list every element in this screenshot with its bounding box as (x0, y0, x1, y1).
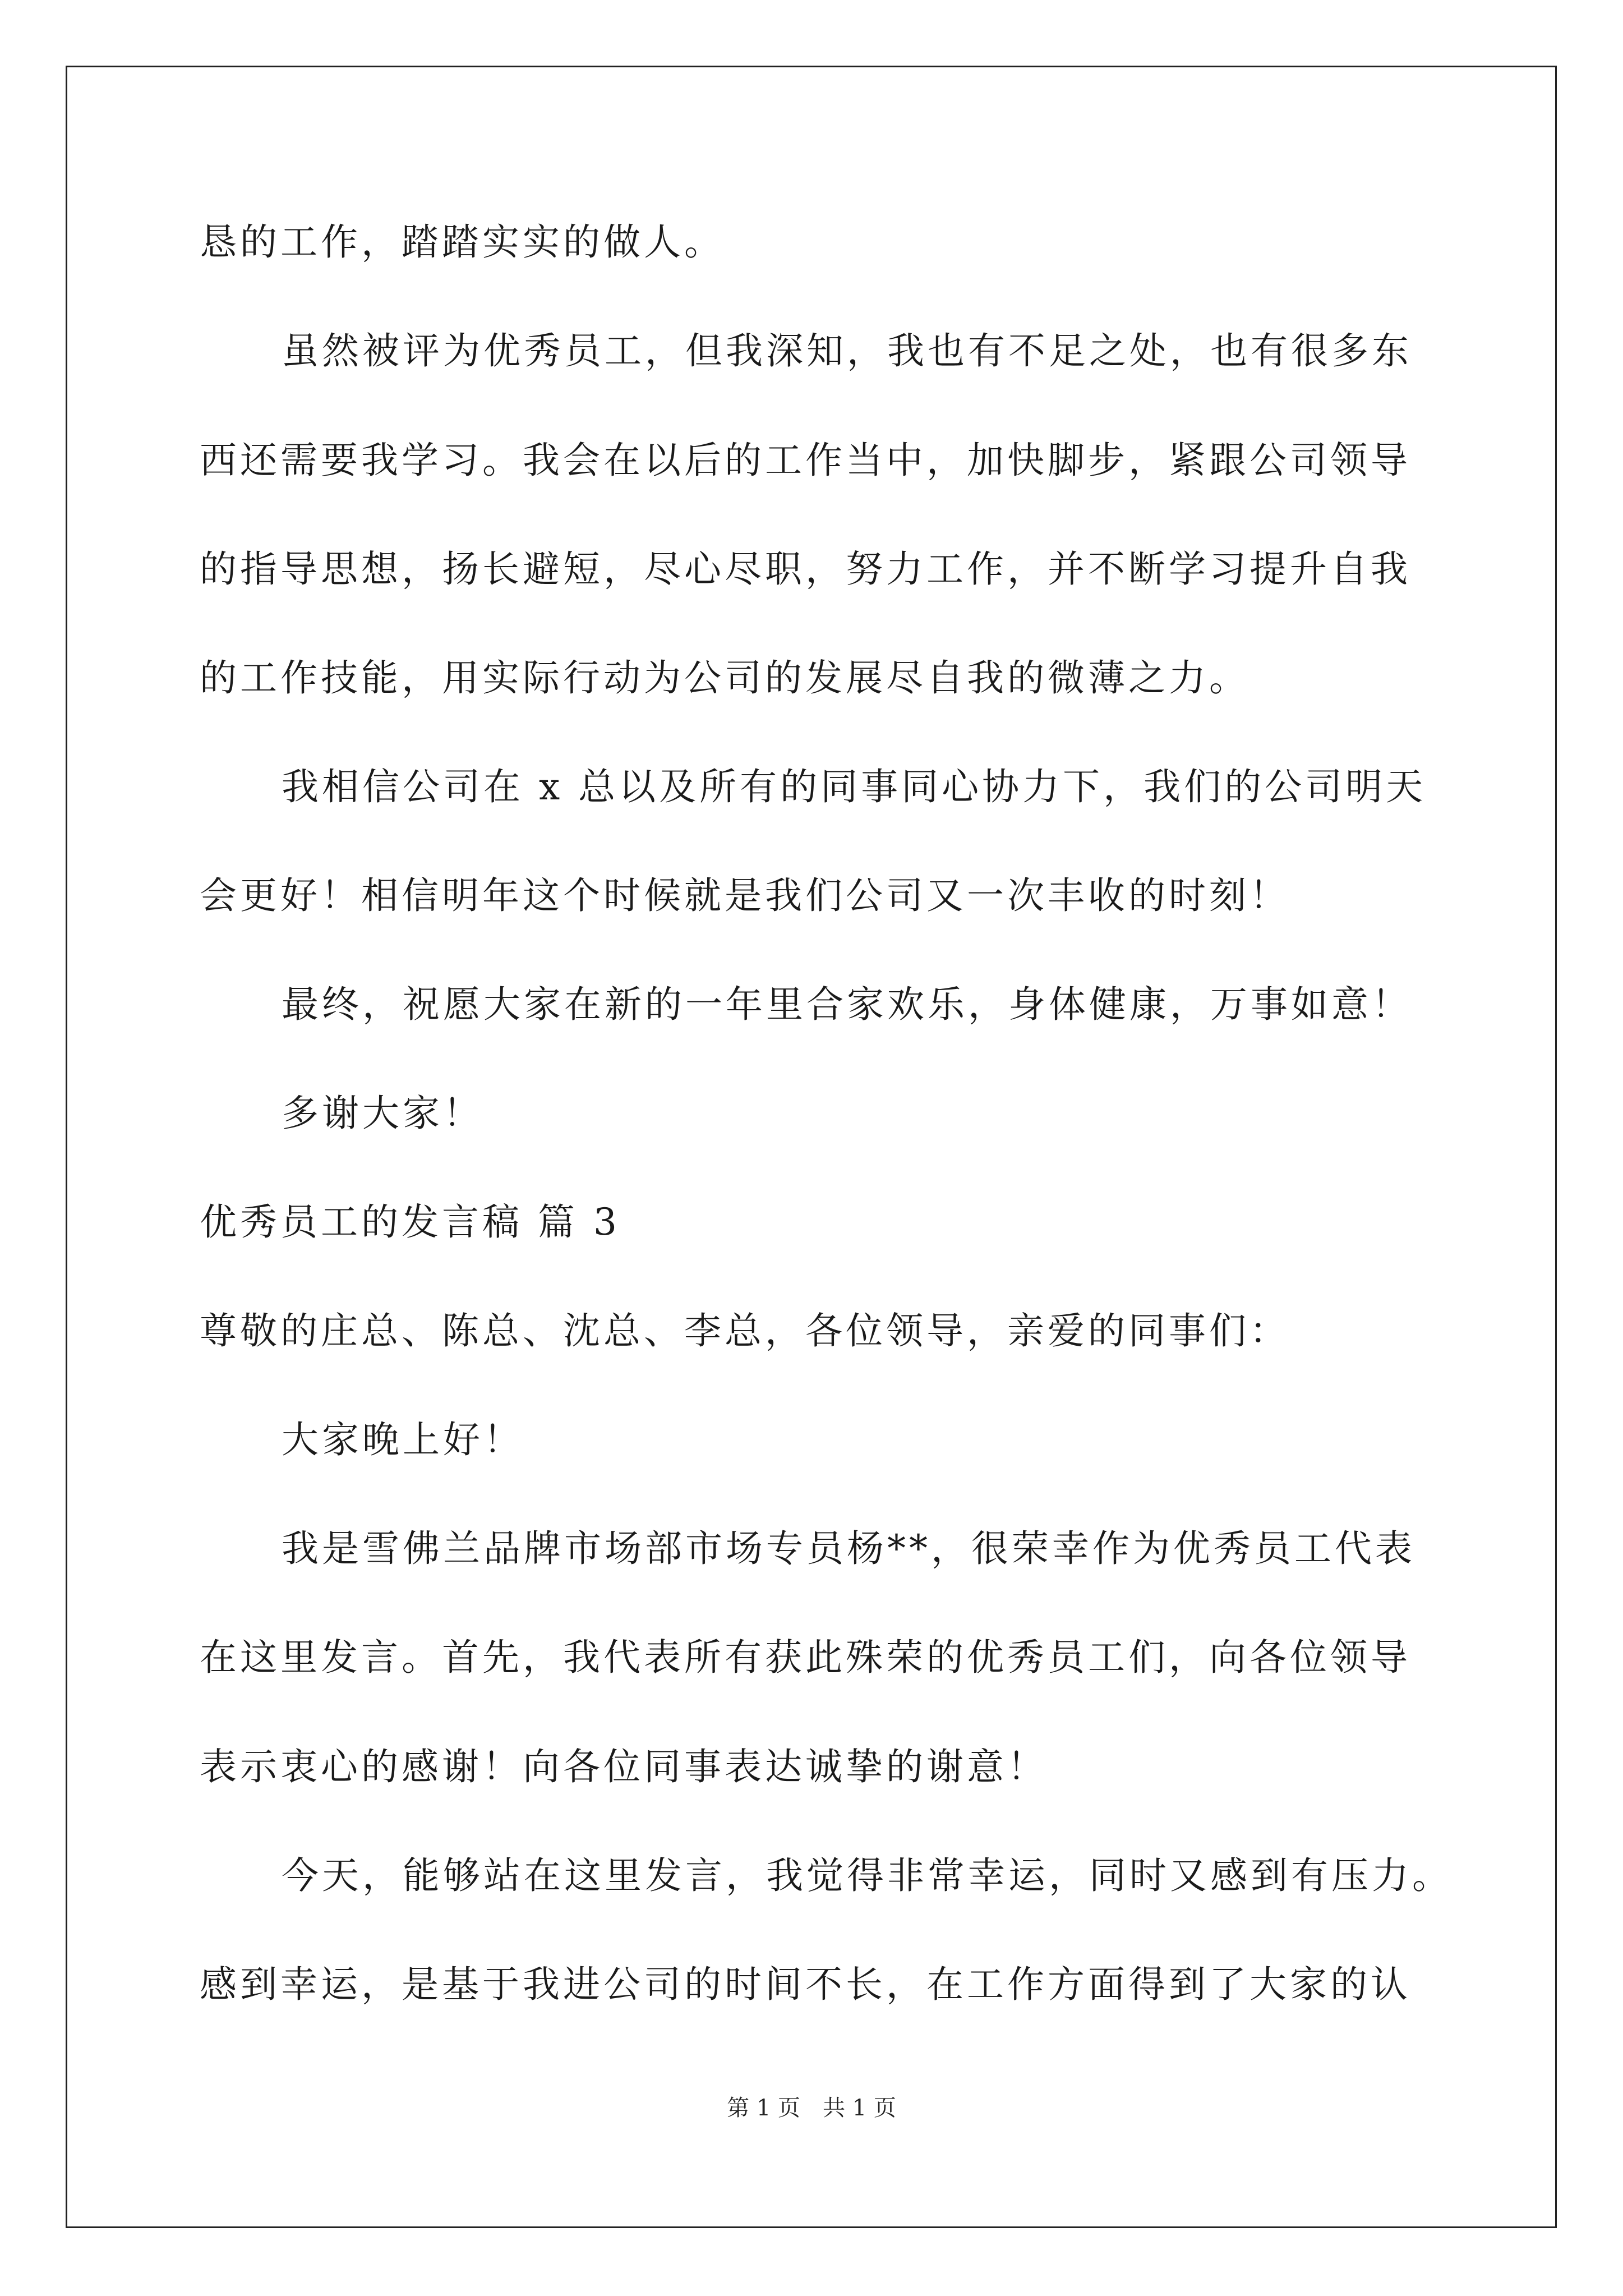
paragraph-line: 西还需要我学习。我会在以后的工作当中，加快脚步，紧跟公司领导 (200, 439, 1411, 482)
greeting: 大家晚上好！ (282, 1418, 524, 1461)
paragraph-line: 我相信公司在 x 总以及所有的同事同心协力下，我们的公司明天 (282, 765, 1427, 808)
paragraph-line: 多谢大家！ (282, 1092, 483, 1135)
paragraph-line: 恳的工作，踏踏实实的做人。 (200, 220, 725, 264)
section-heading: 优秀员工的发言稿 篇 3 (200, 1200, 620, 1244)
paragraph-line: 会更好！相信明年这个时候就是我们公司又一次丰收的时刻！ (200, 874, 1290, 917)
page-number-footer: 第 1 页 共 1 页 (727, 2095, 896, 2121)
paragraph-line: 在这里发言。首先，我代表所有获此殊荣的优秀员工们，向各位领导 (200, 1636, 1411, 1679)
paragraph-line: 表示衷心的感谢！向各位同事表达诚挚的谢意！ (200, 1745, 1048, 1788)
paragraph-line: 的工作技能，用实际行动为公司的发展尽自我的微薄之力。 (200, 656, 1249, 700)
paragraph-line: 最终，祝愿大家在新的一年里合家欢乐，身体健康，万事如意！ (282, 983, 1412, 1026)
paragraph-line: 我是雪佛兰品牌市场部市场专员杨**，很荣幸作为优秀员工代表 (282, 1527, 1415, 1570)
page-border (66, 66, 1557, 2228)
paragraph-line: 感到幸运，是基于我进公司的时间不长，在工作方面得到了大家的认 (200, 1963, 1411, 2006)
paragraph-line: 的指导思想，扬长避短，尽心尽职，努力工作，并不断学习提升自我 (200, 547, 1411, 591)
paragraph-line: 今天，能够站在这里发言，我觉得非常幸运，同时又感到有压力。 (282, 1854, 1453, 1897)
salutation: 尊敬的庄总、陈总、沈总、李总，各位领导，亲爱的同事们： (200, 1309, 1290, 1352)
paragraph-line: 虽然被评为优秀员工，但我深知，我也有不足之处，也有很多东 (282, 329, 1412, 372)
